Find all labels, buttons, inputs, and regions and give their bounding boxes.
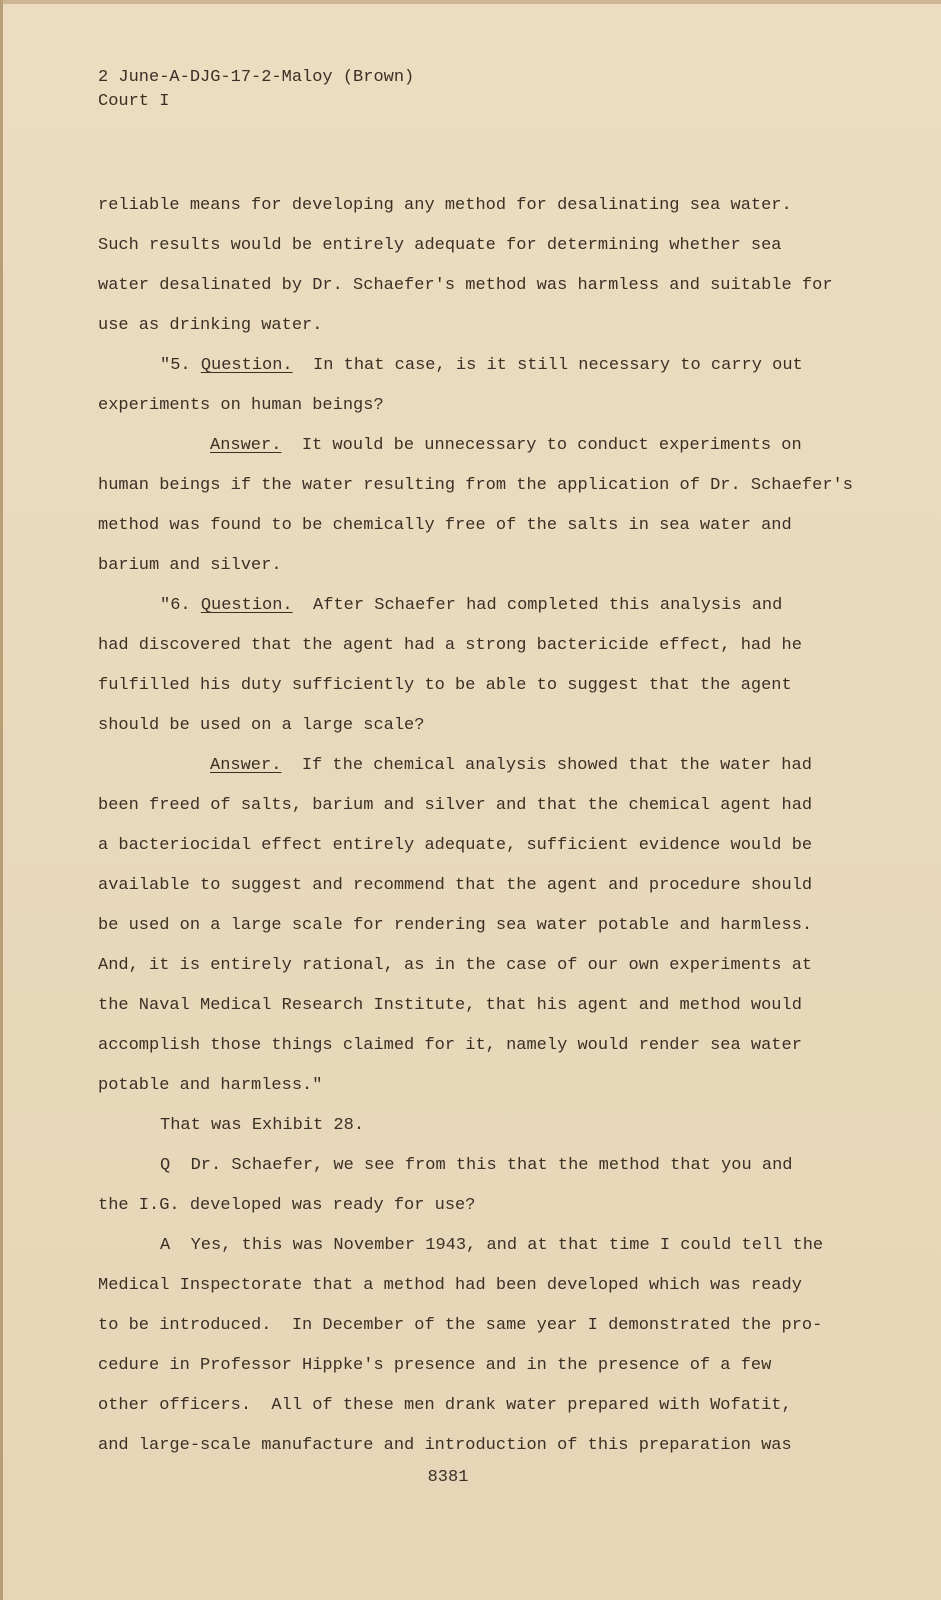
question-5-label: Question. bbox=[200, 356, 293, 375]
text-line: be used on a large scale for rendering sea water potable and harmless. bbox=[98, 916, 813, 935]
text-line: method was found to be chemically free of the salts in sea water and bbox=[98, 516, 792, 535]
text-line: available to suggest and recommend that the agent and procedure should bbox=[98, 876, 813, 895]
page-number: 8381 bbox=[427, 1468, 469, 1487]
answer-6-line bbox=[98, 746, 888, 786]
text-line: and large-scale manufacture and introduction of this preparation was bbox=[98, 1436, 792, 1455]
question-5-line bbox=[98, 346, 888, 386]
text-line: water desalinated by Dr. Schaefer's method was harmless and suitable for bbox=[98, 276, 833, 295]
answer-6-text: If the chemical analysis showed that the water had bbox=[301, 756, 812, 775]
text-line: accomplish those things claimed for it, namely would render sea water bbox=[98, 1036, 802, 1055]
answer-5-label: Answer. bbox=[210, 436, 282, 455]
text-line: reliable means for developing any method for desalinating sea water. bbox=[98, 196, 792, 215]
text-line: the Naval Medical Research Institute, that his agent and method would bbox=[98, 996, 802, 1015]
header-court-line: Court I bbox=[98, 92, 170, 111]
text-line: experiments on human beings? bbox=[98, 396, 384, 415]
text-line: other officers. All of these men drank water prepared with Wofatit, bbox=[98, 1396, 792, 1415]
text-line: use as drinking water. bbox=[98, 316, 323, 335]
answer-5-text: It would be unnecessary to conduct experiments on bbox=[301, 436, 802, 455]
text-line: potable and harmless." bbox=[98, 1076, 323, 1095]
text-line: And, it is entirely rational, as in the case of our own experiments at bbox=[98, 956, 813, 975]
answer-5-line bbox=[98, 426, 888, 466]
question-5-number: "5. bbox=[160, 356, 191, 375]
question-5-text: In that case, is it still necessary to carry out bbox=[313, 356, 803, 375]
question-line: Q Dr. Schaefer, we see from this that the method that you and bbox=[160, 1156, 793, 1175]
text-line: Medical Inspectorate that a method had been developed which was ready bbox=[98, 1276, 802, 1295]
text-line: fulfilled his duty sufficiently to be able to suggest that the agent bbox=[98, 676, 792, 695]
text-line: should be used on a large scale? bbox=[98, 716, 425, 735]
text-line: Such results would be entirely adequate for determining whether sea bbox=[98, 236, 782, 255]
text-line: had discovered that the agent had a strong bactericide effect, had he bbox=[98, 636, 802, 655]
answer-6-label: Answer. bbox=[210, 756, 282, 775]
text-line: a bacteriocidal effect entirely adequate, sufficient evidence would be bbox=[98, 836, 813, 855]
question-6-label: Question. bbox=[200, 596, 293, 615]
text-line: barium and silver. bbox=[98, 556, 282, 575]
text-line: to be introduced. In December of the same year I demonstrated the pro- bbox=[98, 1316, 823, 1335]
text-line: cedure in Professor Hippke's presence and in the presence of a few bbox=[98, 1356, 772, 1375]
question-6-text: After Schaefer had completed this analysis and bbox=[313, 596, 783, 615]
question-6-number: "6. bbox=[160, 596, 191, 615]
header-case-line: 2 June-A-DJG-17-2-Maloy (Brown) bbox=[98, 68, 415, 87]
text-line: the I.G. developed was ready for use? bbox=[98, 1196, 476, 1215]
document-header bbox=[98, 66, 414, 114]
exhibit-line: That was Exhibit 28. bbox=[160, 1116, 365, 1135]
transcript-body bbox=[98, 186, 888, 1466]
text-line: human beings if the water resulting from the application of Dr. Schaefer's bbox=[98, 476, 853, 495]
page-top-edge bbox=[3, 0, 941, 4]
text-line: been freed of salts, barium and silver and that the chemical agent had bbox=[98, 796, 813, 815]
question-6-line bbox=[98, 586, 888, 626]
answer-line: A Yes, this was November 1943, and at that time I could tell the bbox=[160, 1236, 824, 1255]
